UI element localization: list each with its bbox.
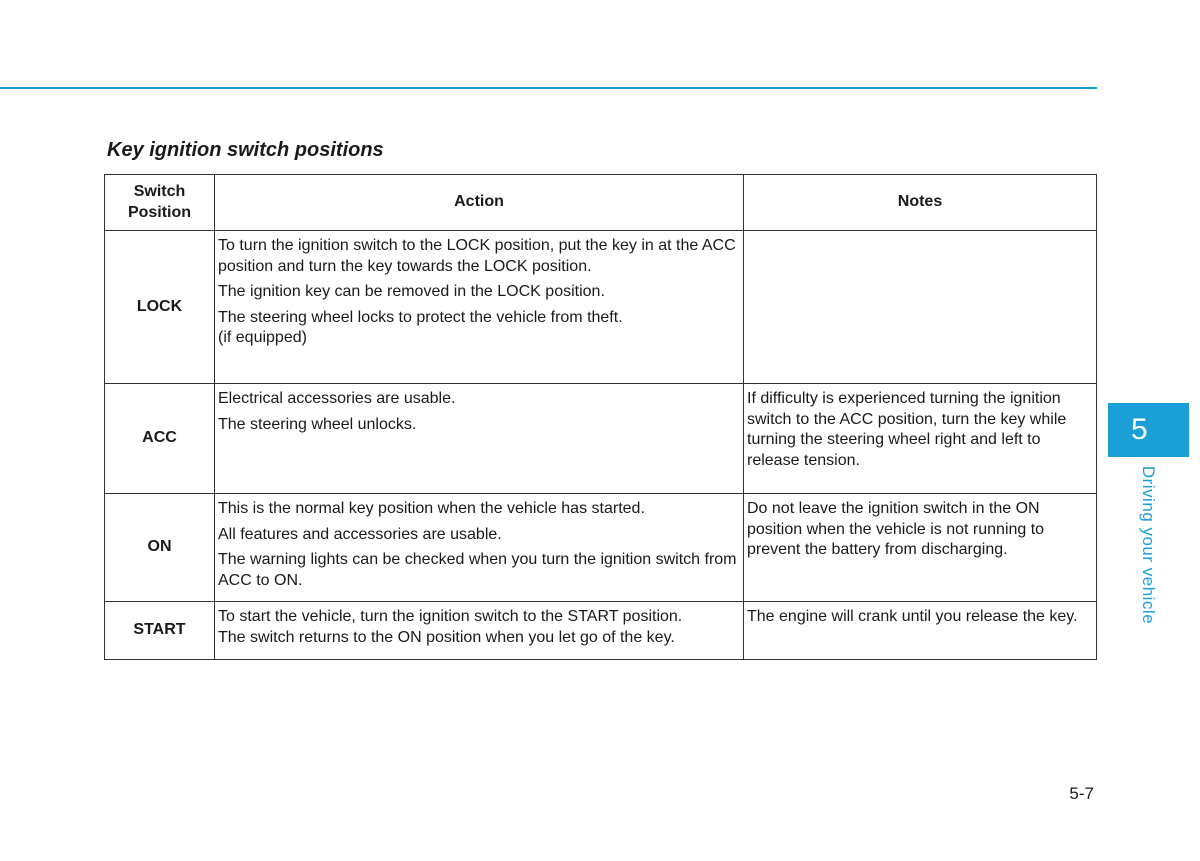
action-text: The ignition key can be removed in the LOCK position. — [218, 283, 605, 300]
action-text: All features and accessories are usable. — [218, 525, 502, 543]
table-row-start — [105, 602, 1097, 660]
position-start: START — [105, 602, 215, 660]
header-switch-position — [105, 175, 215, 231]
action-text-part: The switch returns to the ON position when you let go of the key. — [218, 628, 675, 646]
header-switch-position-line2: Position — [127, 203, 192, 221]
notes-text: Do not leave the ignition switch in the ON position when the vehicle is not running to prevent the battery from discharging. — [747, 500, 1045, 558]
position-on: ON — [105, 494, 215, 602]
chapter-label: Driving your vehicle — [1139, 465, 1158, 625]
action-text-part: To start the vehicle, turn the ignition switch to the START position. — [218, 608, 683, 625]
table-header-row — [105, 175, 1097, 231]
chapter-number-tab: 5 — [1108, 403, 1189, 457]
header-rule — [0, 87, 1097, 89]
notes-start — [744, 602, 1097, 660]
action-lock — [215, 231, 744, 384]
notes-lock — [744, 231, 1097, 384]
action-text-part: The steering wheel locks to protect the vehicle from theft. — [218, 308, 623, 326]
section-title: Key ignition switch positions — [107, 139, 384, 161]
action-start — [215, 602, 744, 660]
notes-text: If difficulty is experienced turning the ignition switch to the ACC position, turn the key while turning the steering wheel right and left to release tension. — [747, 390, 1067, 469]
header-switch-position-line1: Switch — [133, 183, 186, 200]
notes-text — [744, 231, 1096, 242]
position-lock: LOCK — [105, 231, 215, 384]
page-number: 5-7 — [1069, 784, 1094, 803]
notes-on — [744, 494, 1097, 602]
header-action: Action — [215, 175, 744, 231]
action-text: This is the normal key position when the vehicle has started. — [218, 500, 645, 517]
action-text: Electrical accessories are usable. — [218, 390, 456, 407]
switch-positions-table — [104, 174, 1097, 660]
action-text-part: (if equipped) — [218, 329, 307, 346]
table-row-on — [105, 494, 1097, 602]
table-row-acc — [105, 384, 1097, 494]
action-text — [218, 308, 740, 349]
action-text — [218, 607, 740, 648]
action-text: The steering wheel unlocks. — [218, 415, 417, 433]
header-notes: Notes — [744, 175, 1097, 231]
notes-text: The engine will crank until you release the key. — [747, 608, 1078, 625]
notes-acc — [744, 384, 1097, 494]
action-text: To turn the ignition switch to the LOCK position, put the key in at the ACC position and turn the key towards the LOCK position. — [218, 237, 736, 275]
action-text: The warning lights can be checked when you turn the ignition switch from ACC to ON. — [218, 551, 737, 589]
position-acc: ACC — [105, 384, 215, 494]
table-row-lock — [105, 231, 1097, 384]
action-on — [215, 494, 744, 602]
action-acc — [215, 384, 744, 494]
